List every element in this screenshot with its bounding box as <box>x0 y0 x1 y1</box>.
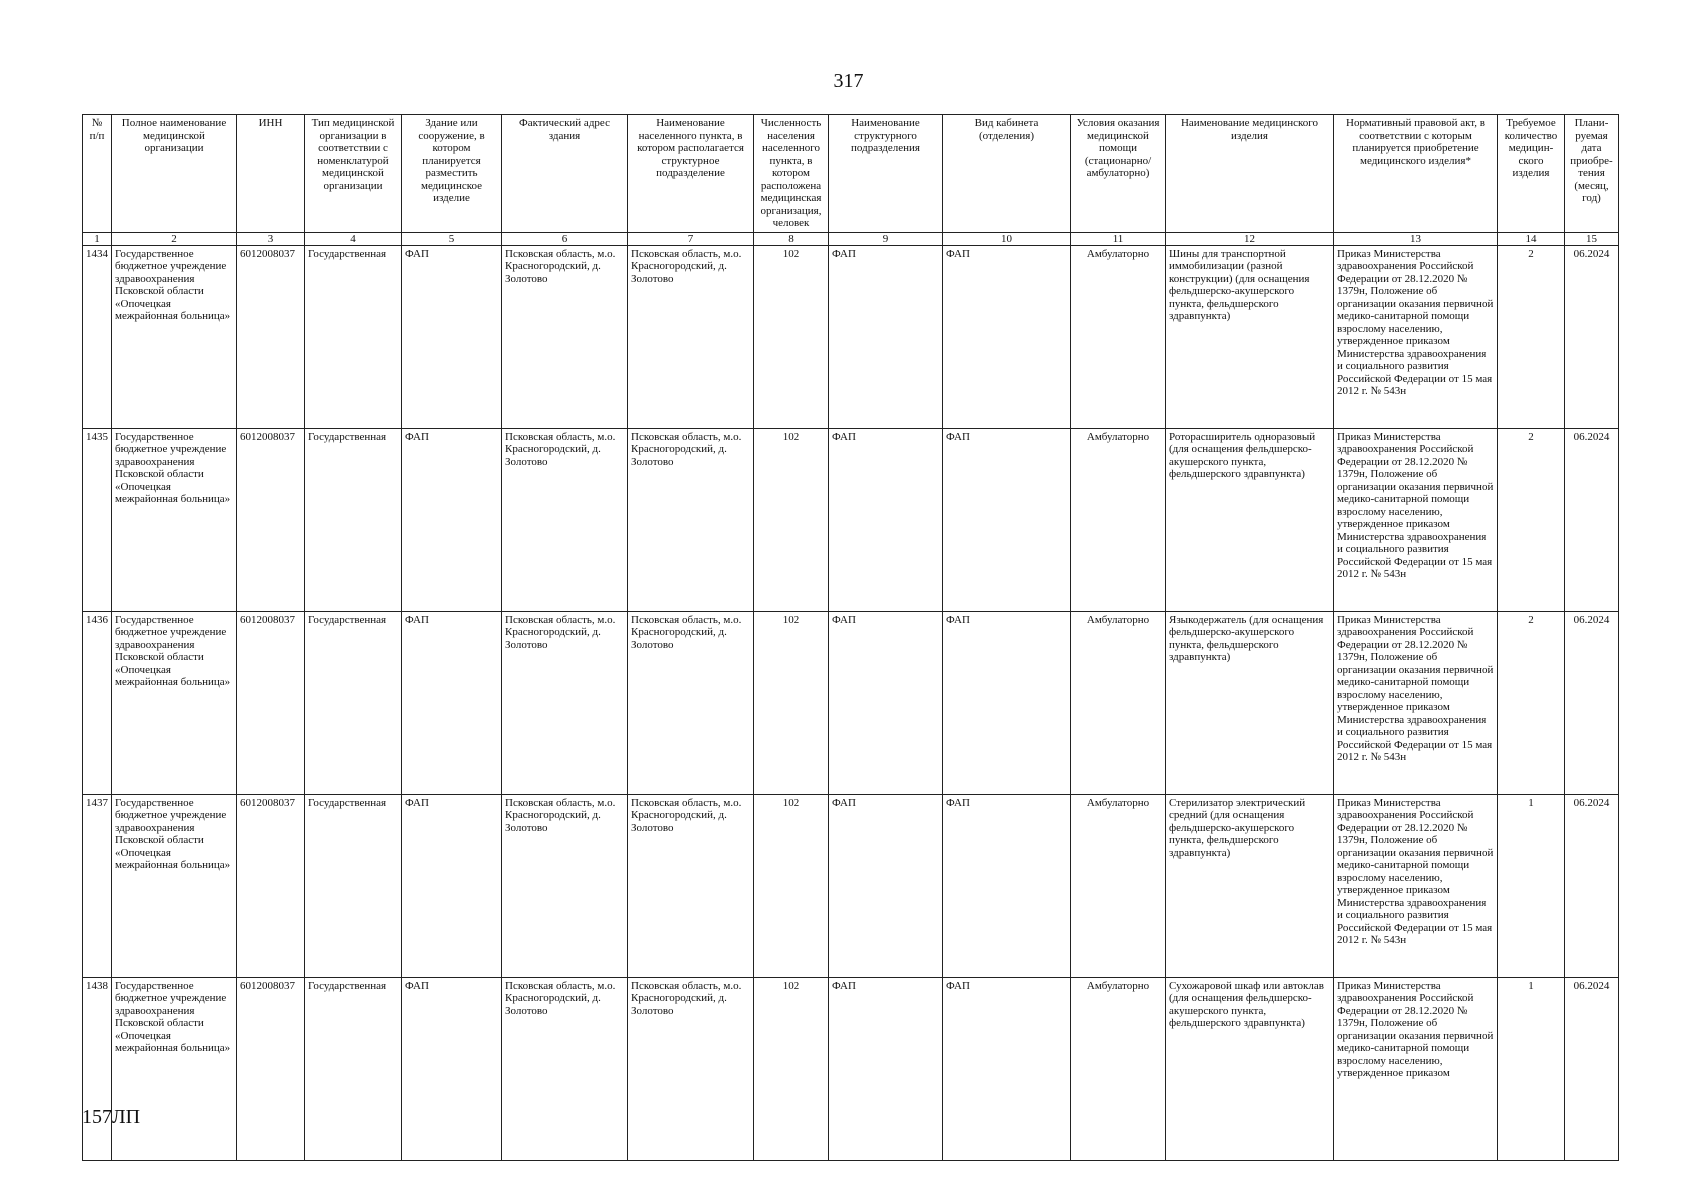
device-name: Языкодержатель (для оснащения фельдшерско-акушерского пункта, фельдшерского здравпункта) <box>1166 611 1334 794</box>
care-conditions: Амбулаторно <box>1071 245 1166 428</box>
inn: 6012008037 <box>237 245 305 428</box>
structural-unit: ФАП <box>829 977 943 1160</box>
organization-name: Государственное бюджетное учреждение здравоохранения Псковской области «Опочецкая межрайонная больница» <box>112 977 237 1160</box>
settlement: Псковская область, м.о. Красногородский, д. Золотово <box>628 611 754 794</box>
column-number: 3 <box>237 232 305 245</box>
header-type: Тип медицинской организации в соответствии с номенклатурой медицинской организации <box>305 115 402 233</box>
inn: 6012008037 <box>237 428 305 611</box>
population: 102 <box>754 245 829 428</box>
settlement: Псковская область, м.о. Красногородский, д. Золотово <box>628 794 754 977</box>
column-number: 14 <box>1498 232 1565 245</box>
legal-act: Приказ Министерства здравоохранения Российской Федерации от 28.12.2020 № 1379н, Положение об организации оказания первичной медико-санитарной помощи взрослому населению, утвержденное приказом Министерства здравоохранения и социального развития Российской Федерации от 15 мая 2012 г. № 543н <box>1334 245 1498 428</box>
header-building: Здание или сооружение, в котором планируется разместить медицинское изделие <box>402 115 502 233</box>
table-row <box>83 977 1619 1160</box>
purchase-date: 06.2024 <box>1565 428 1619 611</box>
legal-act: Приказ Министерства здравоохранения Российской Федерации от 28.12.2020 № 1379н, Положение об организации оказания первичной медико-санитарной помощи взрослому населению, утвержденное приказом Министерства здравоохранения и социального развития Российской Федерации от 15 мая 2012 г. № 543н <box>1334 794 1498 977</box>
building: ФАП <box>402 245 502 428</box>
cabinet-type: ФАП <box>943 245 1071 428</box>
purchase-date: 06.2024 <box>1565 977 1619 1160</box>
column-number: 9 <box>829 232 943 245</box>
device-name: Сухожаровой шкаф или автоклав (для оснащения фельдшерско-акушерского пункта, фельдшерского здравпункта) <box>1166 977 1334 1160</box>
row-number: 1438 <box>83 977 112 1160</box>
row-number: 1437 <box>83 794 112 977</box>
header-date: Плани-руемая дата приобре-тения (месяц, год) <box>1565 115 1619 233</box>
building: ФАП <box>402 611 502 794</box>
column-number: 12 <box>1166 232 1334 245</box>
equipment-table <box>82 114 1619 1161</box>
organization-type: Государственная <box>305 245 402 428</box>
address: Псковская область, м.о. Красногородский, д. Золотово <box>502 611 628 794</box>
header-num: № п/п <box>83 115 112 233</box>
organization-type: Государственная <box>305 428 402 611</box>
table-row <box>83 611 1619 794</box>
structural-unit: ФАП <box>829 794 943 977</box>
care-conditions: Амбулаторно <box>1071 794 1166 977</box>
header-unit: Наименование структурного подразделения <box>829 115 943 233</box>
population: 102 <box>754 428 829 611</box>
purchase-date: 06.2024 <box>1565 794 1619 977</box>
row-number: 1434 <box>83 245 112 428</box>
address: Псковская область, м.о. Красногородский, д. Золотово <box>502 794 628 977</box>
cabinet-type: ФАП <box>943 611 1071 794</box>
inn: 6012008037 <box>237 611 305 794</box>
settlement: Псковская область, м.о. Красногородский, д. Золотово <box>628 428 754 611</box>
column-number: 2 <box>112 232 237 245</box>
column-number-row <box>83 232 1619 245</box>
organization-type: Государственная <box>305 611 402 794</box>
table-row <box>83 245 1619 428</box>
header-act: Нормативный правовой акт, в соответствии с которым планируется приобретение медицинского изделия* <box>1334 115 1498 233</box>
header-org: Полное наименование медицинской организации <box>112 115 237 233</box>
table-row <box>83 794 1619 977</box>
address: Псковская область, м.о. Красногородский, д. Золотово <box>502 977 628 1160</box>
column-number: 5 <box>402 232 502 245</box>
organization-name: Государственное бюджетное учреждение здравоохранения Псковской области «Опочецкая межрайонная больница» <box>112 794 237 977</box>
population: 102 <box>754 977 829 1160</box>
population: 102 <box>754 611 829 794</box>
column-number: 6 <box>502 232 628 245</box>
address: Псковская область, м.о. Красногородский, д. Золотово <box>502 245 628 428</box>
building: ФАП <box>402 794 502 977</box>
settlement: Псковская область, м.о. Красногородский, д. Золотово <box>628 245 754 428</box>
header-population: Численность населения населенного пункта, в котором расположена медицинская организация, человек <box>754 115 829 233</box>
header-qty: Требуемое количество медицин-ского изделия <box>1498 115 1565 233</box>
organization-type: Государственная <box>305 977 402 1160</box>
document-code: 157ЛП <box>82 1106 141 1128</box>
cabinet-type: ФАП <box>943 428 1071 611</box>
inn: 6012008037 <box>237 977 305 1160</box>
column-number: 1 <box>83 232 112 245</box>
row-number: 1435 <box>83 428 112 611</box>
care-conditions: Амбулаторно <box>1071 977 1166 1160</box>
header-device: Наименование медицинского изделия <box>1166 115 1334 233</box>
structural-unit: ФАП <box>829 611 943 794</box>
quantity: 1 <box>1498 794 1565 977</box>
column-number: 15 <box>1565 232 1619 245</box>
purchase-date: 06.2024 <box>1565 611 1619 794</box>
column-number: 10 <box>943 232 1071 245</box>
header-inn: ИНН <box>237 115 305 233</box>
quantity: 1 <box>1498 977 1565 1160</box>
device-name: Шины для транспортной иммобилизации (разной конструкции) (для оснащения фельдшерско-акушерского пункта, фельдшерского здравпункта) <box>1166 245 1334 428</box>
cabinet-type: ФАП <box>943 977 1071 1160</box>
care-conditions: Амбулаторно <box>1071 611 1166 794</box>
column-number: 7 <box>628 232 754 245</box>
settlement: Псковская область, м.о. Красногородский, д. Золотово <box>628 977 754 1160</box>
organization-name: Государственное бюджетное учреждение здравоохранения Псковской области «Опочецкая межрайонная больница» <box>112 428 237 611</box>
cabinet-type: ФАП <box>943 794 1071 977</box>
device-name: Роторасширитель одноразовый (для оснащения фельдшерско-акушерского пункта, фельдшерского здравпункта) <box>1166 428 1334 611</box>
header-cabinet: Вид кабинета (отделения) <box>943 115 1071 233</box>
header-settlement: Наименование населенного пункта, в котором располагается структурное подразделение <box>628 115 754 233</box>
quantity: 2 <box>1498 245 1565 428</box>
page-number: 317 <box>833 70 864 92</box>
building: ФАП <box>402 428 502 611</box>
care-conditions: Амбулаторно <box>1071 428 1166 611</box>
organization-name: Государственное бюджетное учреждение здравоохранения Псковской области «Опочецкая межрайонная больница» <box>112 611 237 794</box>
table-row <box>83 428 1619 611</box>
header-row <box>83 115 1619 233</box>
device-name: Стерилизатор электрический средний (для оснащения фельдшерско-акушерского пункта, фельдшерского здравпункта) <box>1166 794 1334 977</box>
quantity: 2 <box>1498 428 1565 611</box>
header-address: Фактический адрес здания <box>502 115 628 233</box>
address: Псковская область, м.о. Красногородский, д. Золотово <box>502 428 628 611</box>
structural-unit: ФАП <box>829 428 943 611</box>
quantity: 2 <box>1498 611 1565 794</box>
organization-name: Государственное бюджетное учреждение здравоохранения Псковской области «Опочецкая межрайонная больница» <box>112 245 237 428</box>
building: ФАП <box>402 977 502 1160</box>
header-conditions: Условия оказания медицинской помощи (стационарно/ амбулаторно) <box>1071 115 1166 233</box>
legal-act: Приказ Министерства здравоохранения Российской Федерации от 28.12.2020 № 1379н, Положение об организации оказания первичной медико-санитарной помощи взрослому населению, утвержденное приказом <box>1334 977 1498 1160</box>
population: 102 <box>754 794 829 977</box>
purchase-date: 06.2024 <box>1565 245 1619 428</box>
legal-act: Приказ Министерства здравоохранения Российской Федерации от 28.12.2020 № 1379н, Положение об организации оказания первичной медико-санитарной помощи взрослому населению, утвержденное приказом Министерства здравоохранения и социального развития Российской Федерации от 15 мая 2012 г. № 543н <box>1334 428 1498 611</box>
organization-type: Государственная <box>305 794 402 977</box>
column-number: 11 <box>1071 232 1166 245</box>
structural-unit: ФАП <box>829 245 943 428</box>
inn: 6012008037 <box>237 794 305 977</box>
row-number: 1436 <box>83 611 112 794</box>
column-number: 4 <box>305 232 402 245</box>
legal-act: Приказ Министерства здравоохранения Российской Федерации от 28.12.2020 № 1379н, Положение об организации оказания первичной медико-санитарной помощи взрослому населению, утвержденное приказом Министерства здравоохранения и социального развития Российской Федерации от 15 мая 2012 г. № 543н <box>1334 611 1498 794</box>
column-number: 8 <box>754 232 829 245</box>
column-number: 13 <box>1334 232 1498 245</box>
